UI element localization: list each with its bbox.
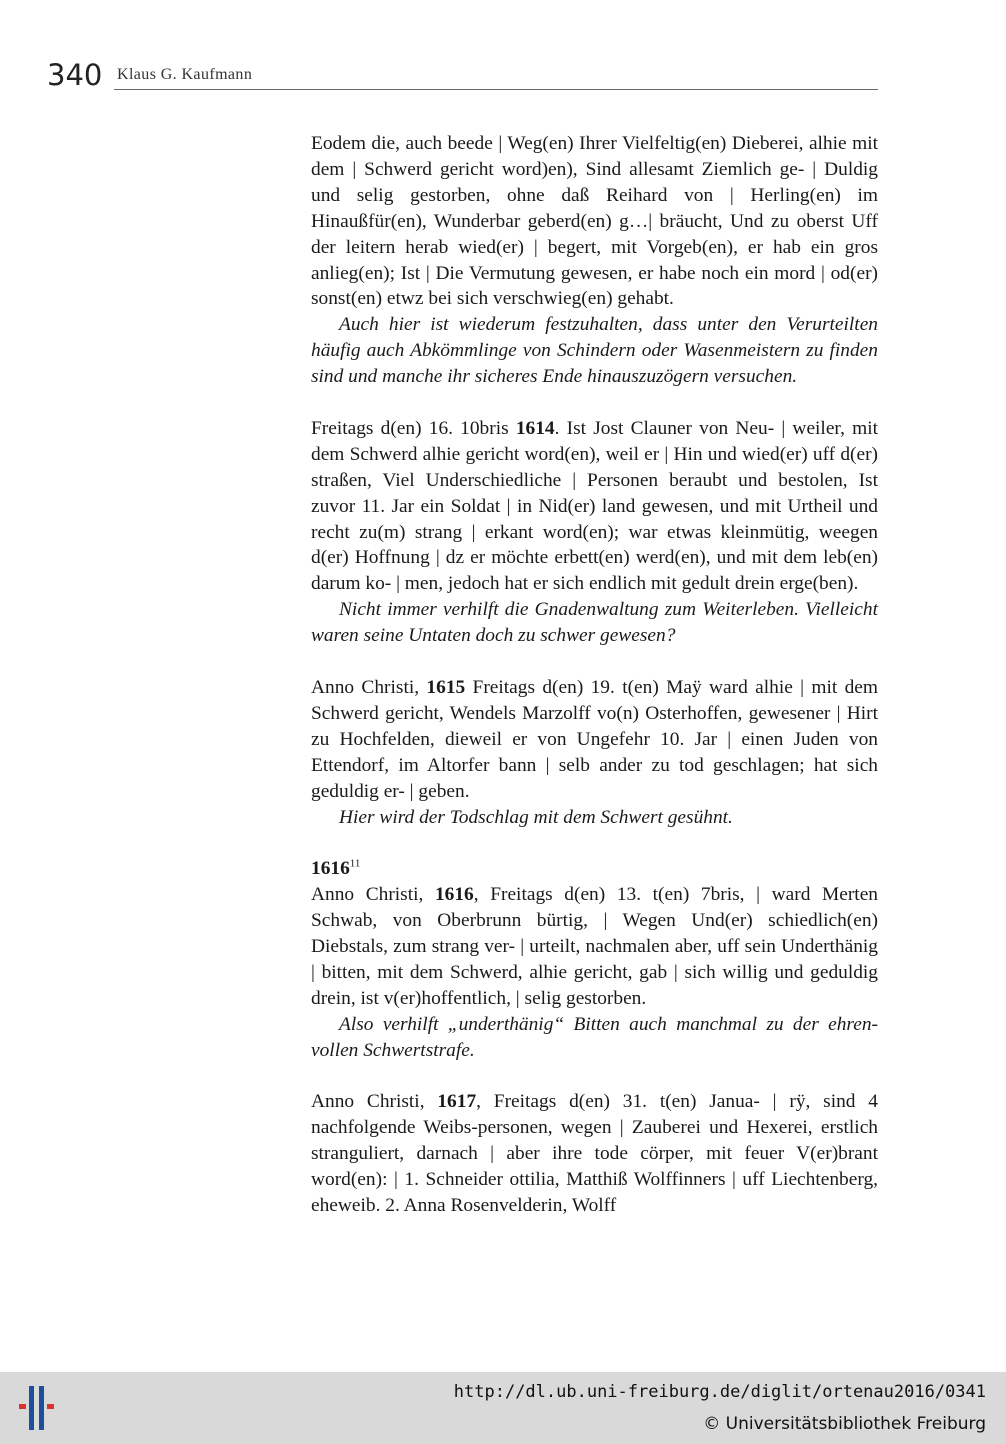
entry-spacer [311, 390, 878, 416]
entry-spacer [311, 649, 878, 675]
source-url-link[interactable]: http://dl.ub.uni-freiburg.de/diglit/ortenau2016/0341 [453, 1382, 986, 1402]
record-year: 1615 [426, 677, 466, 698]
library-logo-icon[interactable] [12, 1382, 64, 1434]
record-text: Eodem die, auch beede | Weg(en) Ihrer Vielfeltig(en) Dieberei, alhie mit dem | Schwerd gericht word)en), Sind allesamt Ziemlich ge- | Duldig und selig gestorben, ohne daß Reihard von | Herling(en) im Hinaußfür(en), Wunderbar geberd(en) g…| bräucht, Und zu oberst Uff der leitern herab wied(er) | begert, mit Vorgeb(en), er hab ein gros anlieg(en); Ist | Die Vermutung gewesen, er habe noch ein mord | od(er) sonst(en) etwz bei sich verschwieg(en) gehabt. [311, 133, 878, 310]
record-text: Anno Christi, 1616, Freitags d(en) 13. t(en) 7bris, | ward Merten Schwab, von Oberbrunn bürtig, | Wegen Und(er) schiedlich(en) Diebstals, zum strang ver- | urteilt, nachmalen aber, uff sein Underthänig | bitten, mit dem Schwerd, alhie gericht, gab | sich willig und geduldig drein, ist v(er)hoffentlich, | selig gestorben. [311, 884, 878, 1009]
record-year: 1614 [515, 417, 555, 439]
commentary-text: Also verhilft „underthänig“ Bitten auch manchmal zu der ehrenvollen Schwertstrafe. [311, 1013, 878, 1061]
commentary-text: Auch hier ist wiederum festzuhalten, dass unter den Verurteilten häufig auch Abkömmlinge von Schindern oder Wasenmeistern zu finden sind und manche ihr sicheres Ende hinauszuzögern versuchen. [311, 314, 878, 388]
main-text [311, 131, 878, 1219]
commentary-text: Hier wird der Todschlag mit dem Schwert gesühnt. [339, 806, 733, 828]
record-text: Anno Christi, 1617, Freitags d(en) 31. t(en) Janua- | rÿ, sind 4 nachfolgende Weibs-personen, wegen | Zauberei und Hexerei, erstlich stranguliert, darnach | aber ihre tode cörper, mit feuer V(er)brant word(en): | 1. Schneider ottilia, Matthiß Wolffinners | uff Liechtenberg, eheweib. 2. Anna Rosenvelderin, Wolff [311, 1091, 878, 1217]
footer-bar [0, 1372, 1006, 1444]
copyright-notice: © Universitätsbibliothek Freiburg [703, 1414, 986, 1434]
entry-spacer [311, 1064, 878, 1090]
record-year: 1616 [434, 884, 474, 906]
record-text: Anno Christi, 1615 Freitags d(en) 19. t(en) Maÿ ward alhie | mit dem Schwerd gericht, Wendels Marzolff vo(n) Osterhoffen, gewesener | Hirt zu Hochfelden, dieweil er von Ungefehr 10. Jar | einen Juden von Ettendorf, im Altorfer bann | selb ander zu tod geschlagen; hat sich geduldig er- | geben. [311, 677, 878, 802]
header-rule [114, 89, 878, 90]
page-number: 340 [47, 58, 103, 92]
footnote-marker[interactable]: 11 [349, 857, 361, 870]
running-head: Klaus G. Kaufmann [117, 66, 253, 83]
entry-spacer [311, 830, 878, 856]
record-year: 1617 [437, 1091, 477, 1113]
record-text: Freitags d(en) 16. 10bris 1614. Ist Jost Clauner von Neu- | weiler, mit dem Schwerd alhie gericht word(en), weil er | Hin und wied(er) uff d(er) straßen, Viel Underschiedliche | Personen beraubt und bestolen, Ist zuvor 11. Jar ein Soldat | in Nid(er) land gewesen, und mit Urtheil und recht zu(m) strang | erkant word(en); war etwas kleinmütig, weegen d(er) Hoffnung | dz er möchte erbett(en) werd(en), und mit dem leb(en) darum ko- | men, jedoch hat er sich endlich mit gedult drein erge(ben). [311, 417, 878, 595]
year-heading: 1616$^{11}$ [311, 857, 361, 880]
page-header [0, 0, 1006, 100]
commentary-text: Nicht immer verhilft die Gnadenwaltung zum Weiterleben. Vielleicht waren seine Untaten doch zu schwer gewesen? [311, 599, 878, 647]
